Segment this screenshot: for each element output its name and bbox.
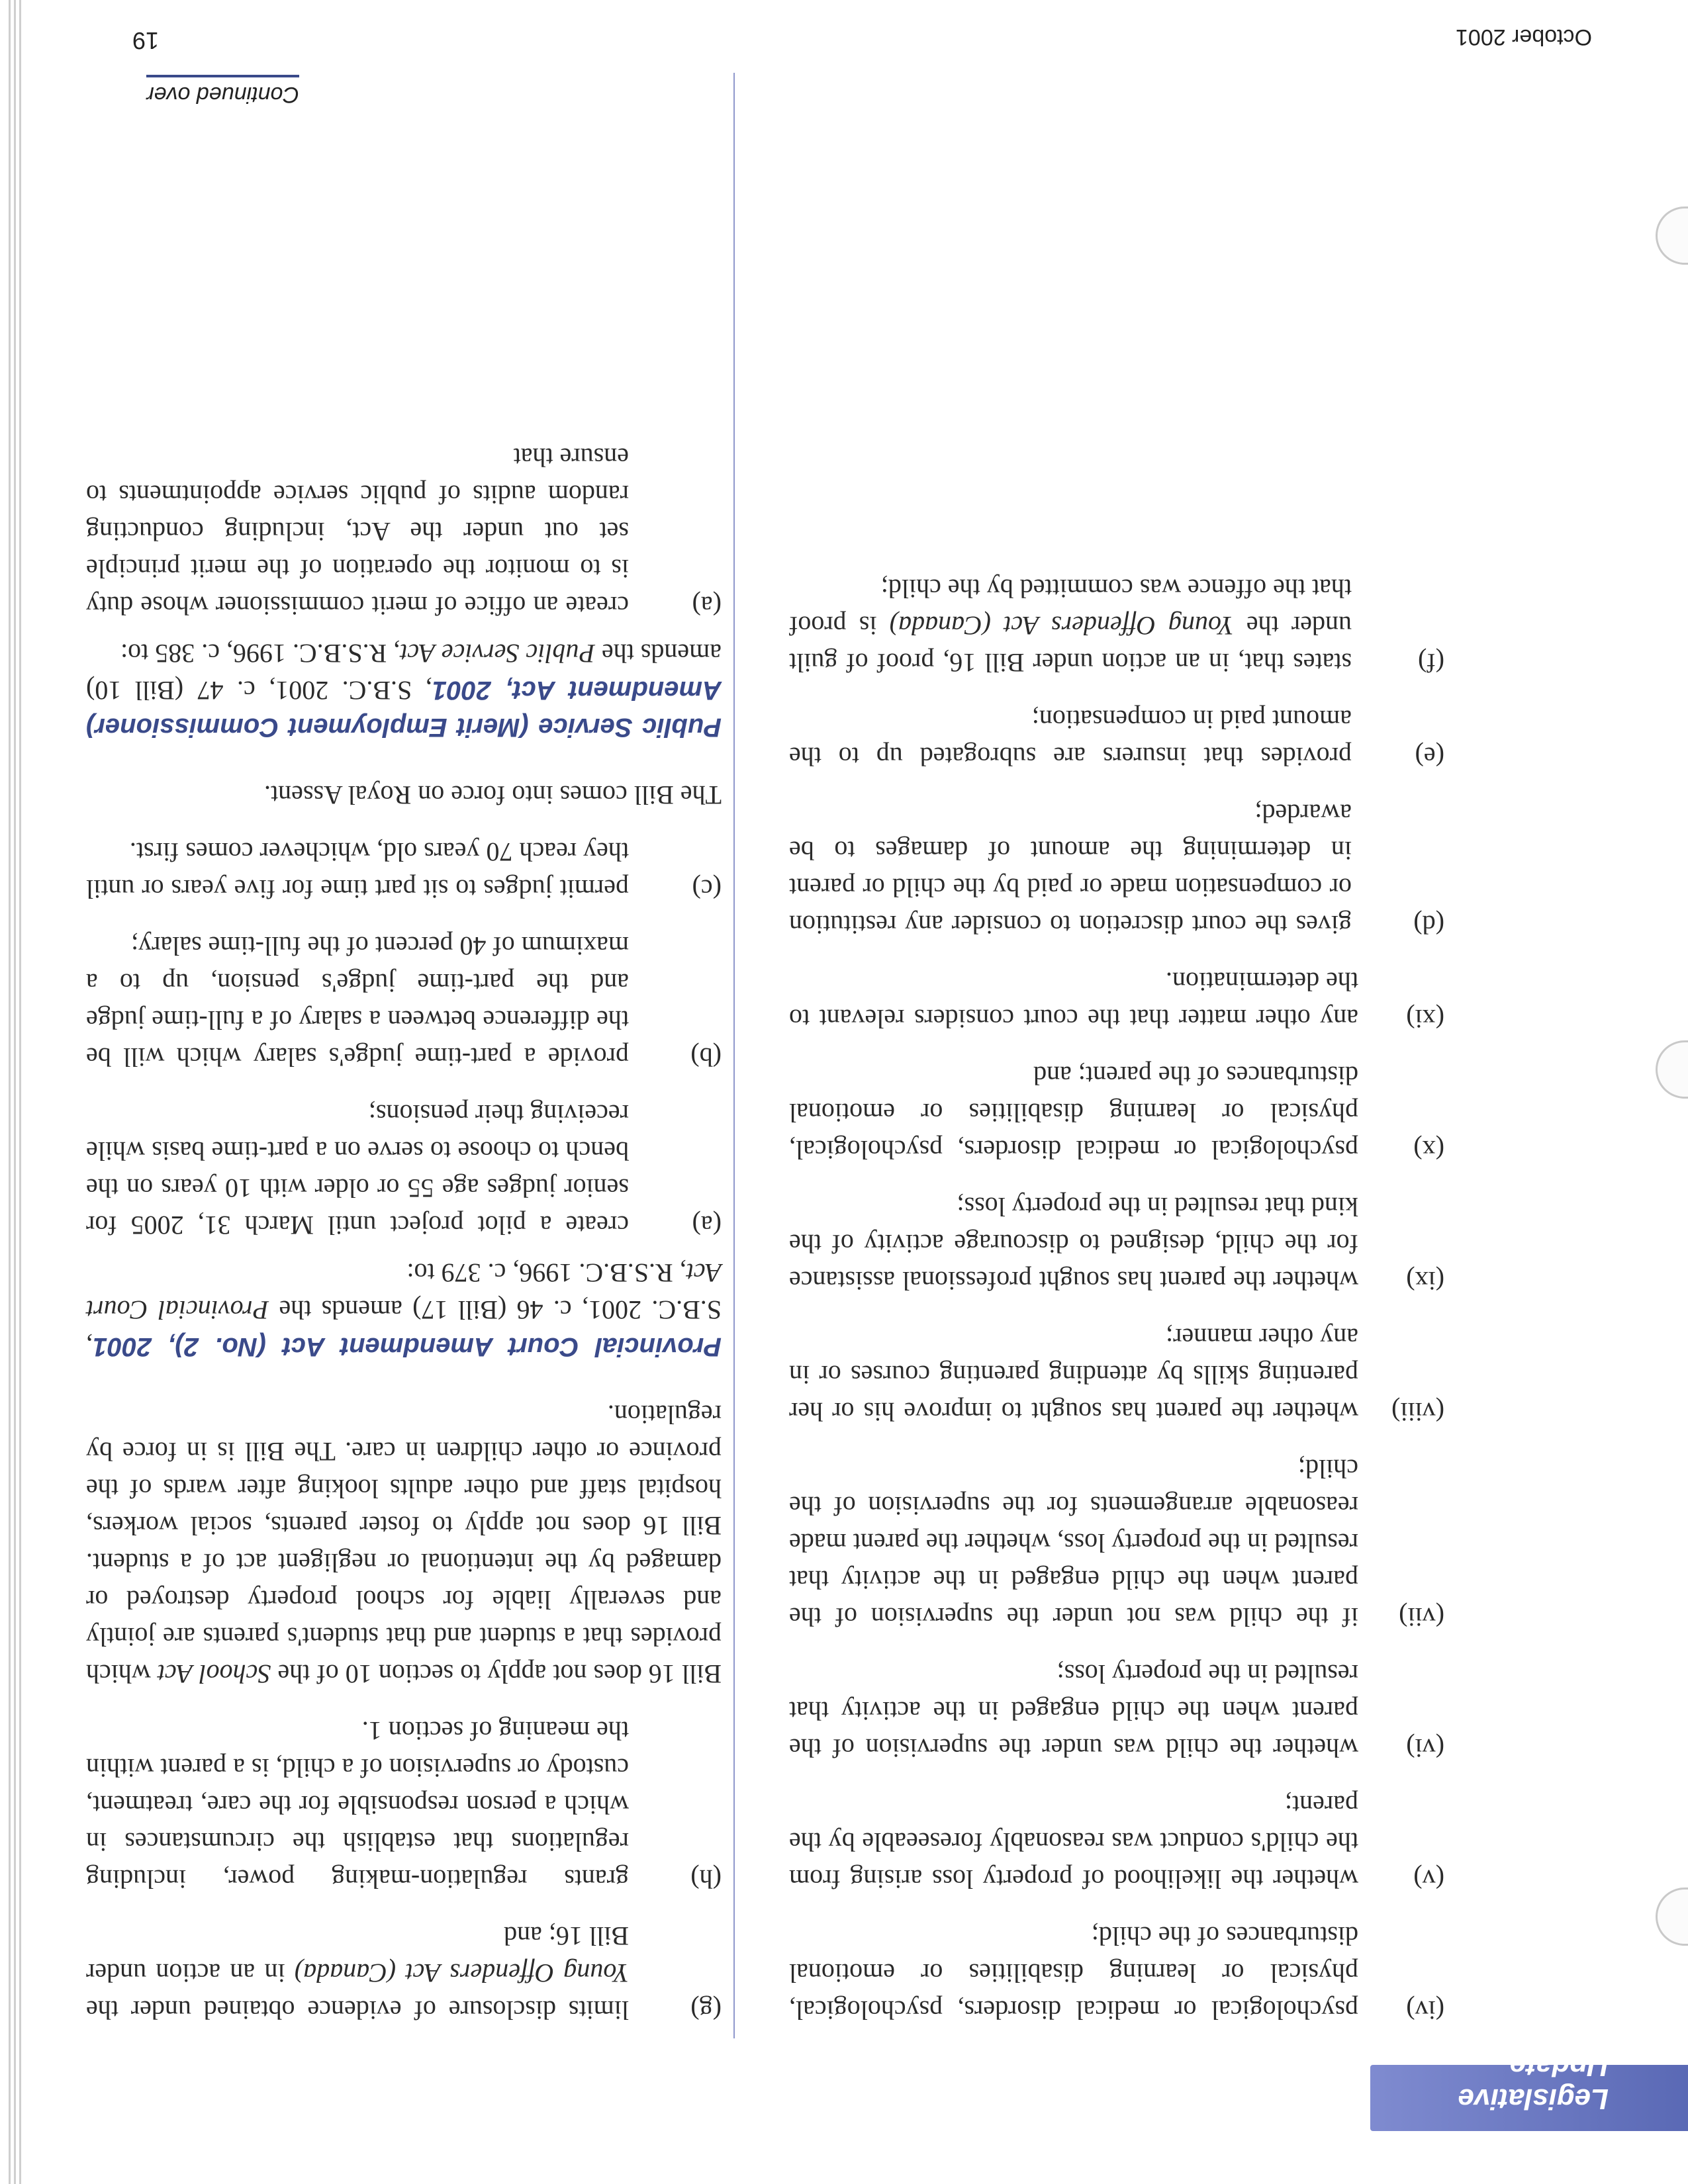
right-column: [86, 439, 722, 2028]
act-heading: Provincial Court Amendment Act (No. 2), 2001: [93, 1332, 722, 1361]
list-item: (g) limits disclosure of evidence obtained under the Young Offenders Act (Canada) in an action under Bill 16; and: [86, 1921, 722, 2025]
list-item: (b) provide a part-time judge's salary which will be the difference between a salary of a full-time judge and the part-time judge's pension, up to a maximum of 40 percent of the full-time salary;: [86, 931, 722, 1072]
paper-edge: [19, 0, 21, 2184]
body-paragraph: The Bill comes into force on Royal Assent.: [264, 780, 722, 810]
continued-note: Continued over: [146, 75, 299, 107]
list-item: (iv) psychological or medical disorders, psychological, physical or learning disabilities or emotional disturbances of the child;: [789, 1921, 1444, 2025]
list-item: (vi) whether the child was under the supervision of the parent when the child engaged in the activity that resulted in the property loss;: [789, 1659, 1444, 1763]
list-item: (h) grants regulation-making power, including regulations that establish the circumstances in which a person responsible for the care, treatment, custody or supervision of a child, is a parent within the meaning of section 1.: [86, 1716, 722, 1894]
act-intro: Public Service (Merit Employment Commissioner) Amendment Act, 2001, S.B.C. 2001, c. 47 (Bill 10) amends the Public Service Act, R.S.B.C. 1996, c. 385 to:: [86, 639, 722, 742]
column-divider: [733, 73, 735, 2038]
list-item: (x) psychological or medical disorders, psychological, physical or learning disabilities or emotional disturbances of the parent; and: [789, 1061, 1444, 1165]
page-number: 19: [132, 27, 159, 54]
list-item: (a) create a pilot project until March 31, 2005 for senior judges age 55 or older with 10 years on the bench to choose to serve on a part-time basis while receiving their pensions;: [86, 1099, 722, 1240]
list-item: (f) states that, in an action under Bill 16, proof of guilt under the Young Offenders Act (Canada) is proof that the offence was committed by the child;: [788, 574, 1444, 678]
left-column: [789, 570, 1444, 2028]
paper-edge: [14, 0, 16, 2184]
body-paragraph: Bill 16 does not apply to section 10 of the School Act which provides that a student and that student's parents are jointly and severally liable for school property destroyed or damaged by the intentional or negligent act of a student. Bill 16 does not apply to foster parents, social workers, hospital staff and other adults looking after wards of the province or other children in care. The Bill is in force by regulation.: [85, 1400, 722, 1689]
issue-date: October 2001: [1455, 24, 1592, 50]
act-heading: Public Service (Merit Employment Commissioner) Amendment Act, 2001: [86, 676, 722, 742]
list-item: (ix) whether the parent has sought professional assistance for the child, designed to discourage activity of the kind that resulted in the property loss;: [789, 1192, 1444, 1296]
act-intro: Provincial Court Amendment Act (No. 2), 2001, S.B.C. 2001, c. 46 (Bill 17) amends the Provincial Court Act, R.S.B.C. 1996, c. 379 to:: [86, 1258, 722, 1362]
binder-hole: [1656, 1888, 1688, 1946]
list-item: (vii) if the child was not under the supervision of the parent when the child engaged in the activity that resulted in the property loss, whether the parent made reasonable arrangements for the supervision of the child;: [789, 1454, 1444, 1632]
list-item: (viii) whether the parent has sought to improve his or her parenting skills by attending parenting courses or in any other manner;: [789, 1323, 1444, 1427]
list-item: (d) gives the court discretion to consider any restitution or compensation made or paid by the child or parent in determining the amount of damages to be awarded;: [789, 799, 1444, 940]
banner-title: Legislative Update: [1458, 2050, 1609, 2115]
list-item: (v) whether the likelihood of property loss arising from the child's conduct was reasonably foreseeable by the parent;: [789, 1790, 1444, 1894]
list-item: (e) provides that insurers are subrogated up to the amount paid in compensation;: [789, 705, 1444, 772]
section-banner: [1370, 2050, 1688, 2131]
binder-hole: [1656, 206, 1688, 265]
list-item: (xi) any other matter that the court considers relevant to the determination.: [789, 967, 1444, 1034]
binder-hole: [1656, 1040, 1688, 1099]
list-item: (c) permit judges to sit part time for five years or until they reach 70 years old, whichever comes first.: [86, 837, 722, 904]
list-item: (a) create an office of merit commissioner whose duty is to monitor the operation of the merit principle set out under the Act, including conducting random audits of public service appointments to ensure that: [86, 443, 722, 621]
paper-edge: [9, 0, 11, 2184]
